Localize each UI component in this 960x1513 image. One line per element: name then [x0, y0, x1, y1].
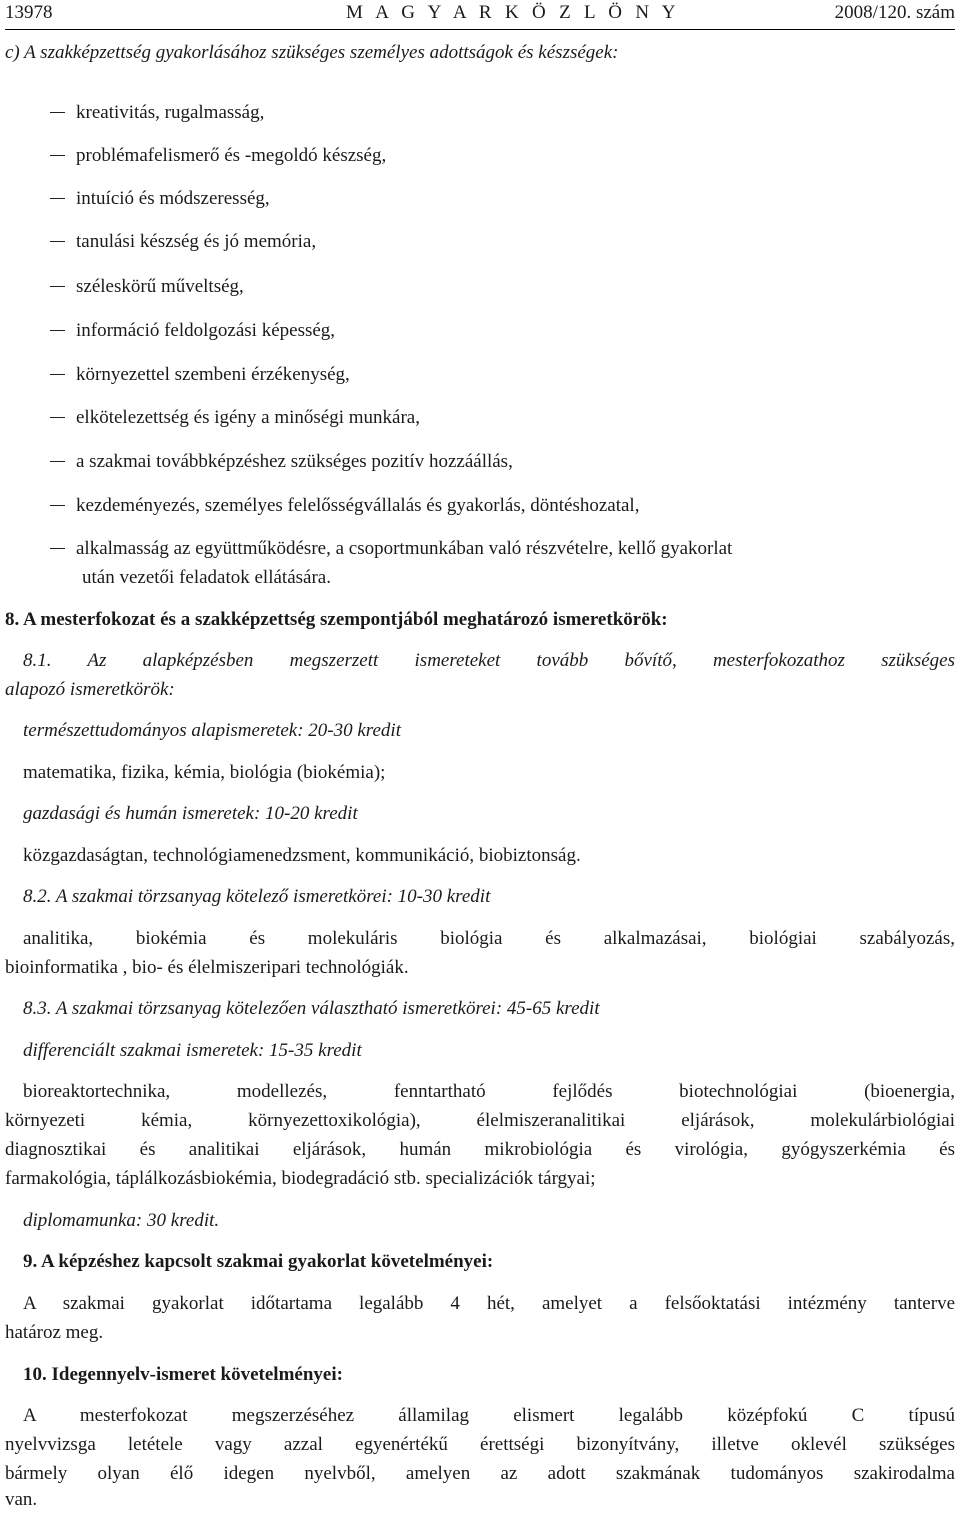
list-item: elkötelezettség és igény a minőségi munkára, [50, 403, 955, 433]
list-item: kezdeményezés, személyes felelősségvállalás és gyakorlás, döntéshozatal, [50, 491, 955, 521]
list-item: tanulási készség és jó memória, [50, 227, 955, 257]
list-item: a szakmai továbbképzéshez szükséges pozitív hozzáállás, [50, 447, 955, 477]
list-item: intuíció és módszeresség, [50, 184, 955, 214]
section-10-heading [23, 1360, 955, 1390]
economics-content: közgazdaságtan, technológiamenedzsment, kommunikáció, biobiztonság. [23, 845, 581, 866]
section-8-3-line-1: bioreaktortechnika, modellezés, fenntartható fejlődés biotechnológiai (bioenergia, [23, 1081, 955, 1102]
dash-icon [50, 241, 65, 242]
section-8-1-line-2: alapozó ismeretkörök: [5, 679, 175, 700]
section-10-number: 10. [23, 1364, 47, 1385]
section-8-3-heading: 8.3. A szakmai törzsanyag kötelezően választható ismeretkörei: 45-65 kredit [23, 998, 600, 1019]
thesis-credits: diplomamunka: 30 kredit. [23, 1210, 220, 1231]
natural-science-heading: természettudományos alapismeretek: 20-30 kredit [23, 720, 401, 741]
list-item: széleskörű műveltség, [50, 272, 955, 302]
dash-icon [50, 505, 65, 506]
section-9-title: A képzéshez kapcsolt szakmai gyakorlat követelményei: [40, 1251, 494, 1272]
section-9-heading [23, 1247, 955, 1277]
dash-icon [50, 198, 65, 199]
issue-number: 2008/120. szám [834, 2, 955, 23]
section-9-line-1: A szakmai gyakorlat időtartama legalább 4 hét, amelyet a felsőoktatási intézmény tanterve [23, 1293, 955, 1314]
section-8-3-line-3: diagnosztikai és analitikai eljárások, humán mikrobiológia és virológia, gyógyszerkémia és [5, 1139, 955, 1160]
natural-science-content: matematika, fizika, kémia, biológia (biokémia); [23, 762, 386, 783]
dash-icon [50, 461, 65, 462]
dash-icon [50, 330, 65, 331]
section-9-number: 9. [23, 1251, 38, 1272]
page-number: 13978 [5, 2, 53, 23]
section-8-3-line-4: farmakológia, táplálkozásbiokémia, biodegradáció stb. specializációk tárgyai; [5, 1168, 596, 1189]
list-item: kreativitás, rugalmasság, [50, 98, 955, 128]
section-8-heading: 8. A mesterfokozat és a szakképzettség szempontjából meghatározó ismeretkörök: [5, 609, 668, 630]
dash-icon [50, 374, 65, 375]
section-10-title: Idegennyelv-ismeret követelményei: [51, 1364, 343, 1385]
section-8-2-line-2: bioinformatika , bio- és élelmiszeripari technológiák. [5, 957, 409, 978]
dash-icon [50, 417, 65, 418]
header-rule [5, 29, 955, 30]
section-8-3-line-2: környezeti kémia, környezettoxikológia), élelmiszeranalitikai eljárások, molekulárbiológiai [5, 1110, 955, 1131]
list-item-continuation: után vezetői feladatok ellátására. [82, 567, 331, 588]
dash-icon [50, 548, 65, 549]
dash-icon [50, 286, 65, 287]
section-10-line-2: nyelvvizsga letétele vagy azzal egyenértékű érettségi bizonyítvány, illetve oklevél szükséges [5, 1434, 955, 1455]
list-item: környezettel szembeni érzékenység, [50, 360, 955, 390]
dash-icon [50, 155, 65, 156]
section-10-line-4: van. [5, 1489, 38, 1510]
section-10-line-1: A mesterfokozat megszerzéséhez államilag elismert legalább középfokú C típusú [23, 1405, 955, 1426]
section-8-1-line-1: 8.1. Az alapképzésben megszerzett ismereteket tovább bővítő, mesterfokozathoz szükséges [23, 650, 955, 671]
section-8-2-line-1: analitika, biokémia és molekuláris biológia és alkalmazásai, biológiai szabályozás, [23, 928, 955, 949]
section-9-line-2: határoz meg. [5, 1322, 104, 1343]
section-c-heading: c) A szakképzettség gyakorlásához szükséges személyes adottságok és készségek: [5, 42, 619, 63]
page-header [5, 2, 955, 28]
section-8-2-heading: 8.2. A szakmai törzsanyag kötelező ismeretkörei: 10-30 kredit [23, 886, 491, 907]
section-8-3-subheading: differenciált szakmai ismeretek: 15-35 kredit [23, 1040, 362, 1061]
section-10-line-3: bármely olyan élő idegen nyelvből, amelyen az adott szakmának tudományos szakirodalma [5, 1463, 955, 1484]
list-item: problémafelismerő és -megoldó készség, [50, 141, 955, 171]
economics-heading: gazdasági és humán ismeretek: 10-20 kredit [23, 803, 358, 824]
list-item: alkalmasság az együttműködésre, a csoportmunkában való részvételre, kellő gyakorlat [50, 534, 955, 564]
journal-title: M A G Y A R K Ö Z L Ö N Y [346, 2, 680, 23]
dash-icon [50, 112, 65, 113]
list-item: információ feldolgozási képesség, [50, 316, 955, 346]
